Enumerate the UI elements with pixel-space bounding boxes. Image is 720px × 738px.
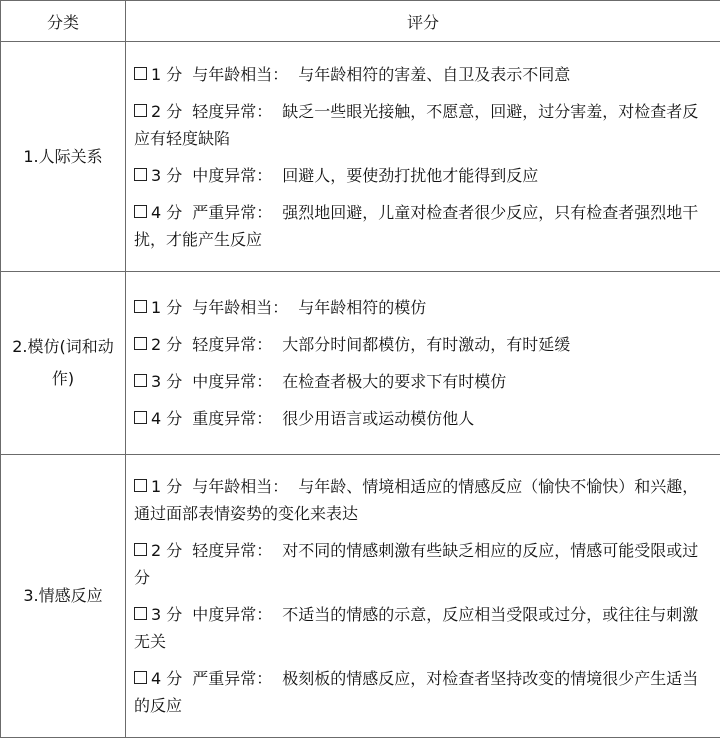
level-label: 中度异常： [192, 372, 272, 391]
table-row [1, 42, 720, 272]
level-label: 严重异常： [192, 669, 272, 688]
score-option [134, 289, 714, 326]
score-option [134, 468, 714, 532]
level-description: 极刻板的情感反应，对检查者坚持改变的情境很少产生适当的反应 [134, 669, 698, 715]
checkbox-icon [134, 337, 147, 350]
score-value: 1 分 [151, 477, 182, 496]
level-description: 缺乏一些眼光接触，不愿意，回避，过分害羞，对检查者反应有轻度缺陷 [134, 102, 698, 148]
checkbox-icon [134, 543, 147, 556]
score-option [134, 596, 714, 660]
score-value: 3 分 [151, 605, 182, 624]
level-description: 大部分时间都模仿，有时激动，有时延缓 [282, 335, 570, 354]
score-option [134, 157, 714, 194]
checkbox-icon [134, 411, 147, 424]
score-option [134, 93, 714, 157]
category-cell: 2.模仿(词和动作) [1, 272, 126, 455]
score-value: 2 分 [151, 102, 182, 121]
score-options-cell [126, 42, 720, 272]
score-option [134, 363, 714, 400]
header-row [1, 1, 720, 42]
score-option [134, 532, 714, 596]
header-category: 分类 [1, 1, 126, 42]
score-value: 2 分 [151, 335, 182, 354]
level-label: 轻度异常： [192, 335, 272, 354]
level-label: 严重异常： [192, 203, 272, 222]
score-option [134, 194, 714, 258]
level-description: 很少用语言或运动模仿他人 [282, 409, 474, 428]
header-score: 评分 [126, 1, 720, 42]
level-label: 轻度异常： [192, 541, 272, 560]
checkbox-icon [134, 67, 147, 80]
level-description: 对不同的情感刺激有些缺乏相应的反应，情感可能受限或过分 [134, 541, 698, 587]
level-description: 在检查者极大的要求下有时模仿 [282, 372, 506, 391]
score-option [134, 660, 714, 724]
level-label: 中度异常： [192, 605, 272, 624]
level-label: 轻度异常： [192, 102, 272, 121]
level-description: 与年龄、情境相适应的情感反应（愉快不愉快）和兴趣，通过面部表情姿势的变化来表达 [134, 477, 698, 523]
score-option [134, 400, 714, 437]
level-label: 重度异常： [192, 409, 272, 428]
checkbox-icon [134, 104, 147, 117]
score-option [134, 326, 714, 363]
score-value: 4 分 [151, 409, 182, 428]
checkbox-icon [134, 168, 147, 181]
level-label: 与年龄相当： [192, 477, 288, 496]
checkbox-icon [134, 205, 147, 218]
level-label: 与年龄相当： [192, 298, 288, 317]
checkbox-icon [134, 374, 147, 387]
score-value: 3 分 [151, 372, 182, 391]
category-cell: 1.人际关系 [1, 42, 126, 272]
category-cell: 3.情感反应 [1, 455, 126, 738]
level-description: 与年龄相符的模仿 [298, 298, 426, 317]
score-value: 4 分 [151, 669, 182, 688]
table-row [1, 455, 720, 738]
score-options-cell [126, 455, 720, 738]
score-value: 1 分 [151, 65, 182, 84]
score-value: 1 分 [151, 298, 182, 317]
score-value: 3 分 [151, 166, 182, 185]
level-label: 与年龄相当： [192, 65, 288, 84]
checkbox-icon [134, 300, 147, 313]
checkbox-icon [134, 671, 147, 684]
level-description: 不适当的情感的示意，反应相当受限或过分，或往往与刺激无关 [134, 605, 698, 651]
checkbox-icon [134, 607, 147, 620]
score-value: 2 分 [151, 541, 182, 560]
table-row [1, 272, 720, 455]
score-options-cell [126, 272, 720, 455]
score-value: 4 分 [151, 203, 182, 222]
level-description: 与年龄相符的害羞、自卫及表示不同意 [298, 65, 570, 84]
level-description: 强烈地回避，儿童对检查者很少反应，只有检查者强烈地干扰，才能产生反应 [134, 203, 698, 249]
level-description: 回避人，要使劲打扰他才能得到反应 [282, 166, 538, 185]
checkbox-icon [134, 479, 147, 492]
level-label: 中度异常： [192, 166, 272, 185]
score-option [134, 56, 714, 93]
